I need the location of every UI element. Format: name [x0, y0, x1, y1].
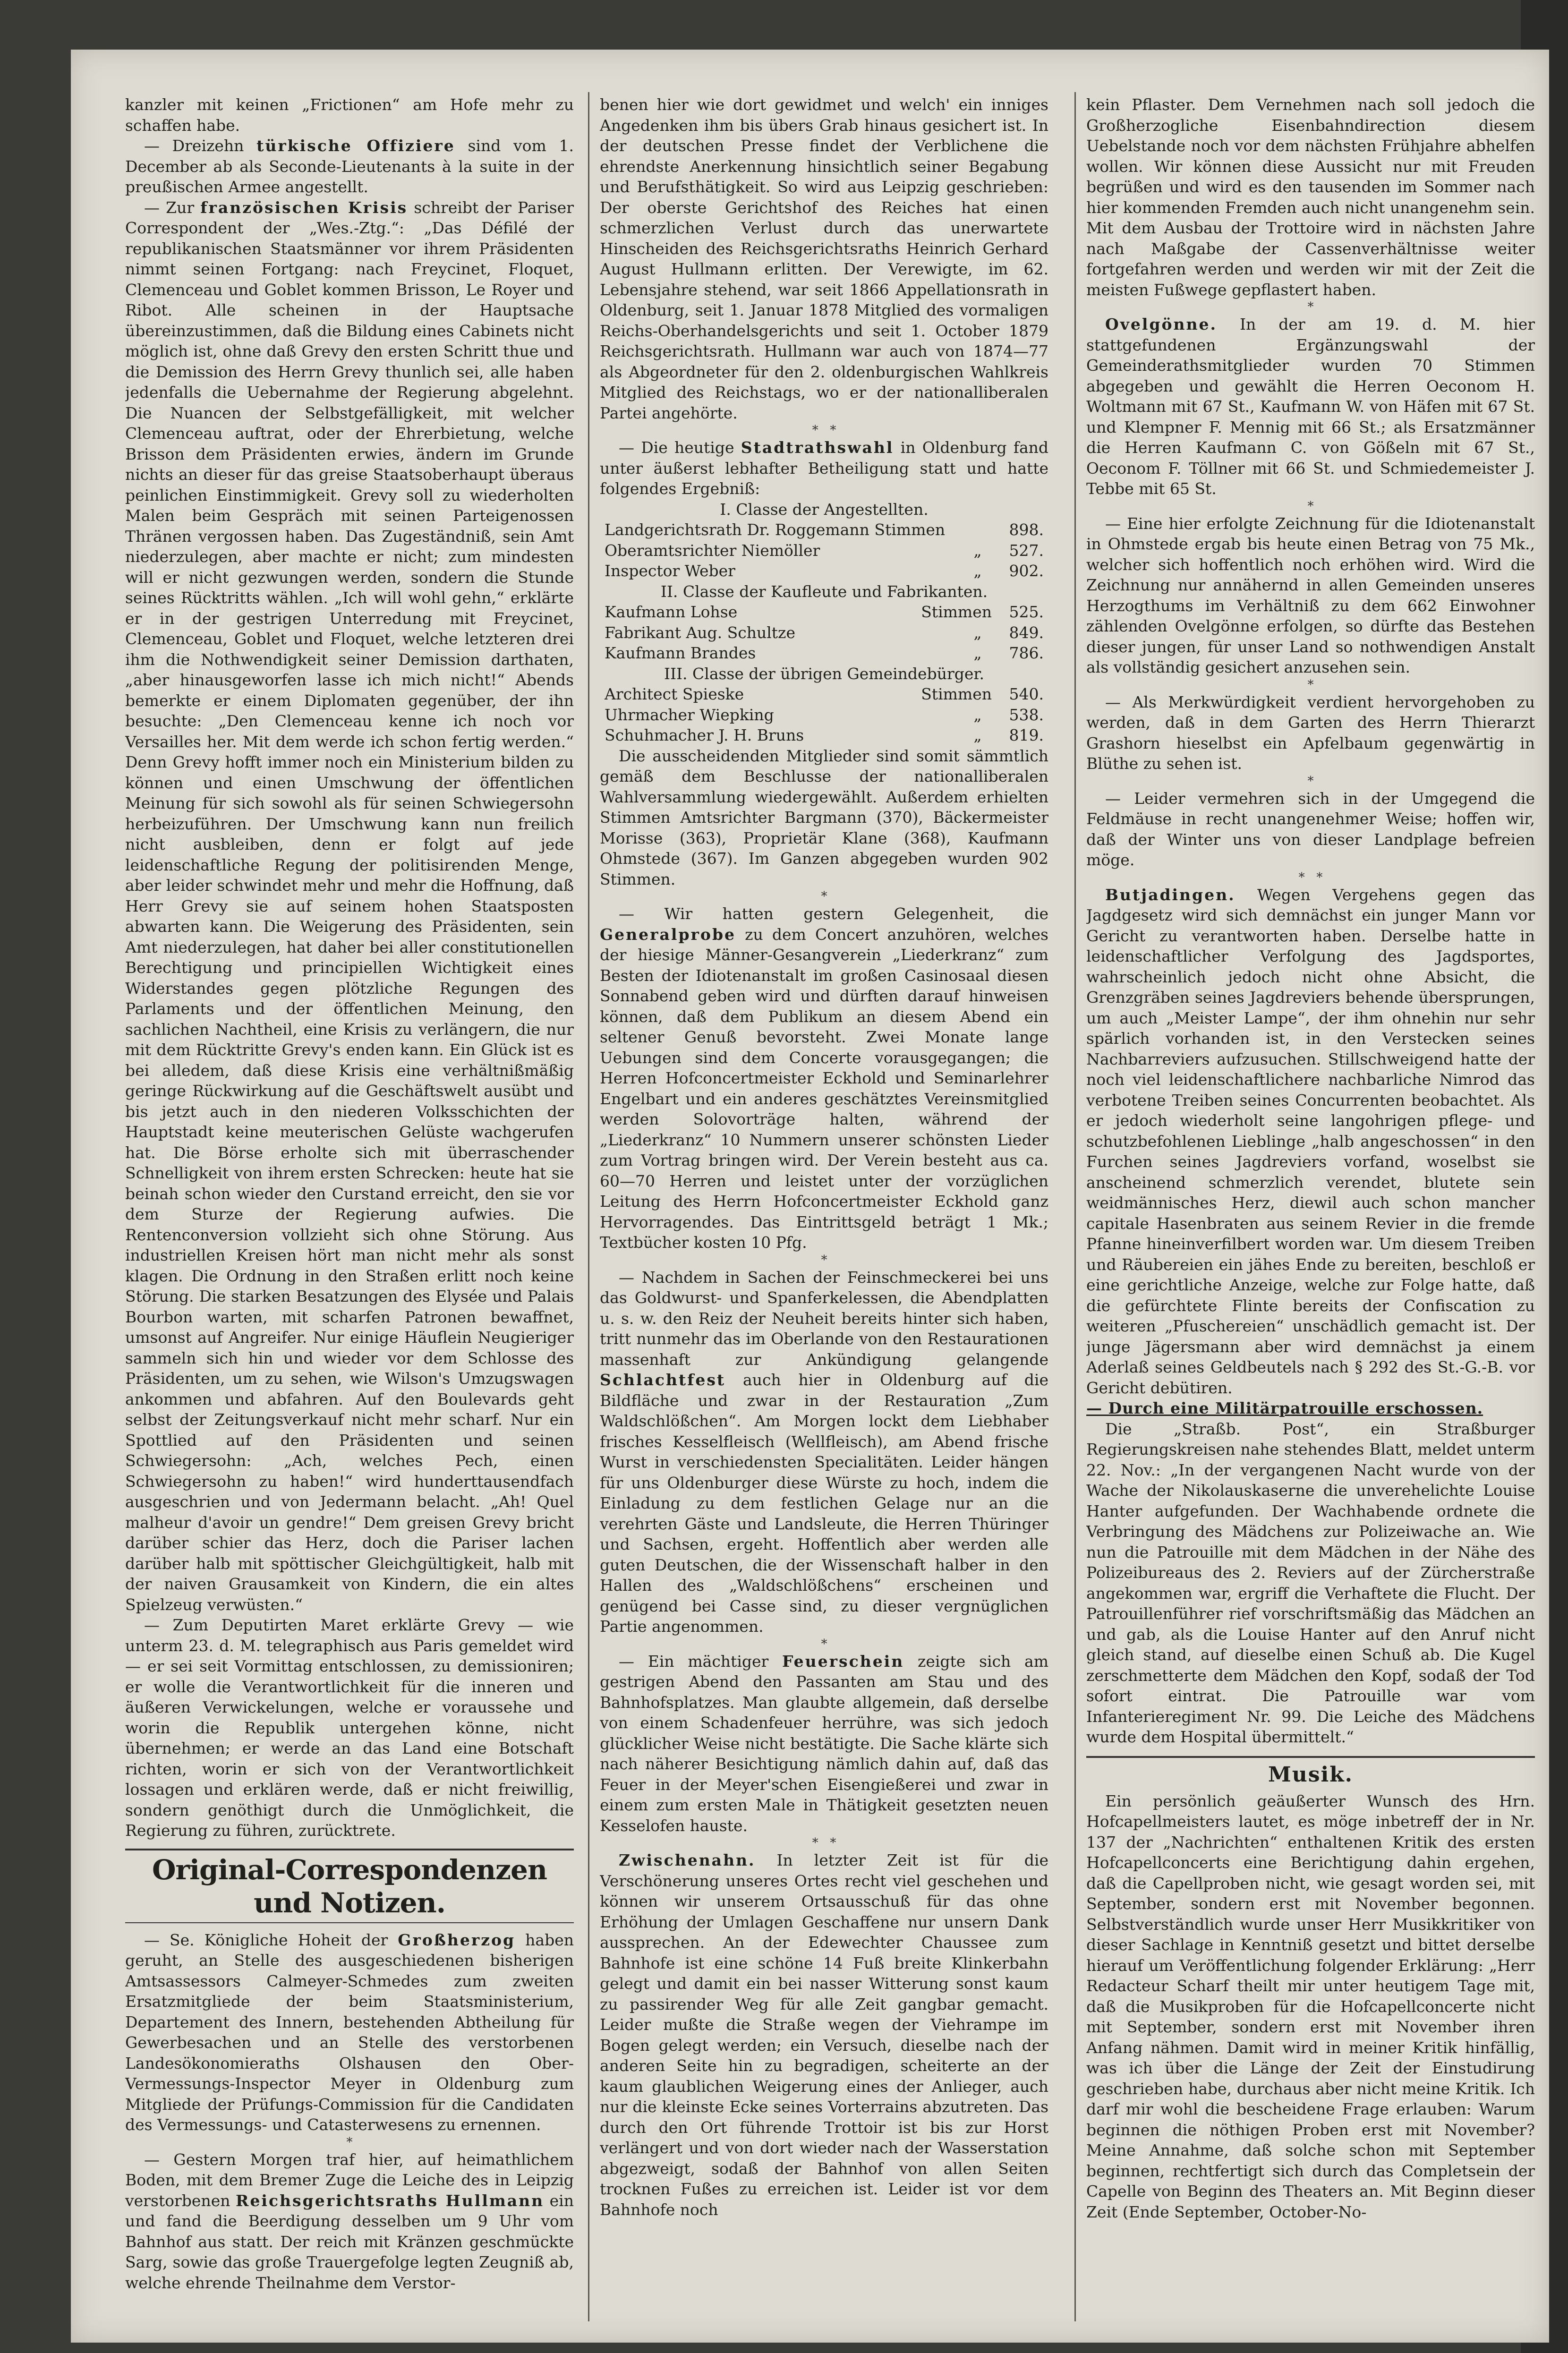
- keyword: Reichsgerichtsraths Hullmann: [236, 2191, 545, 2210]
- article-paragraph: Die „Straßb. Post“, ein Straßburger Regierungskreisen nahe stehendes Blatt, meldet unterm 22. Nov.: „In der vergangenen Nacht wurde von der Wache der Nikolauskaserne die unverehelichte Louise Hanter aufgefunden. Der Wachhabende ordnete die Verbringung des Mädchens zur Polizeiwache an. Wie nun die Patrouille mit dem Mädchen in der Nähe des Polizeibureaus des 2. Reviers auf der Zürcherstraße angekommen war, ergriff die Verhaftete die Flucht. Der Patrouillenführer rief vorschriftsmäßig das Mädchen an und gab, als die Louise Hanter auf den Anruf nicht gleich stand, auf dieselbe einen Schuß ab. Die Kugel zerschmetterte dem Mädchen den Kopf, sodaß der Tod sofort eintrat. Die Patrouille war vom Infanterieregiment Nr. 99. Die Leiche des Mädchens wurde dem Hospital übermittelt.“: [1086, 1419, 1535, 1746]
- article-paragraph: — Leider vermehren sich in der Umgegend die Feldmäuse in recht unangenehmer Weise; hoffen wir, daß der Winter uns von dieser Landplage befreien möge.: [1086, 789, 1535, 869]
- candidate: Kaufmann Brandes: [605, 644, 756, 662]
- separator-star: *: [1307, 300, 1314, 314]
- separator-star: *: [1307, 677, 1314, 692]
- article-paragraph: Die ausscheidenden Mitglieder sind somit sämmtlich gemäß dem Beschlusse der nationalliberalen Wahlversammlung wiedergewählt. Außerdem erhielten Stimmen Amtsrichter Bargmann (370), Bäckermeister Morisse (363), Proprietär Klane (368), Kaufmann Ohmstede (367). Im Ganzen abgegeben wurden 902 Stimmen.: [600, 746, 1048, 888]
- article-paragraph: — Als Merkwürdigkeit verdient hervorgehoben zu werden, daß in dem Garten des Herrn Thierarzt Grashorn hieselbst ein Apfelbaum gegenwärtig in Blüthe zu sehen ist.: [1086, 692, 1535, 773]
- text: — Se. Königliche Hoheit der: [144, 1930, 388, 1949]
- article-paragraph: [125, 2149, 574, 2293]
- column-rule: [588, 92, 589, 2321]
- text: zeigte sich am gestrigen Abend den Passanten am Stau und des Bahnhofsplatzes. Man glaubte allgemein, daß derselbe von einem Schadenfeuer herrühre, was sich jedoch glücklicher Weise nicht bestätigte. Die Sache klärte sich nach näherer Besichtigung nämlich dahin auf, daß das Feuer in der Meyer'schen Eisengießerei und zwar in einem zum ersten Male in Thätigkeit gesetzten neuen Kesselofen hauste.: [600, 1652, 1048, 1835]
- election-class-heading: III. Classe der übrigen Gemeindebürger.: [664, 664, 985, 683]
- keyword: Stadtrathswahl: [741, 438, 894, 457]
- text: — Zur: [144, 198, 195, 217]
- article-paragraph: — Eine hier erfolgte Zeichnung für die Idiotenanstalt in Ohmstede ergab bis heute einen Betrag von 75 Mk., welcher sich hoffentlich noch erhöhen wird. Wird die Zeichnung nur annähernd in allen Gemeinden unseres Herzogthums im Verhältniß zu dem 662 Einwohner zählenden Ovelgönne erfolgen, so dürfte das Bestehen dieser jungen, für unser Land so nothwendigen Anstalt als vollständig gesichert anzusehen sein.: [1086, 514, 1535, 676]
- ditto-mark: „: [973, 644, 982, 662]
- text: — Gestern Morgen traf hier, auf heimathlichem Boden, mit dem Bremer Zuge die Leiche des in Leipzig verstorbenen: [125, 2150, 574, 2210]
- separator-star: * *: [812, 1836, 836, 1850]
- section-title: Original-Correspondenzen und Notizen.: [125, 1849, 574, 1923]
- candidate: Uhrmacher Wiepking: [605, 705, 774, 724]
- text: haben geruht, an Stelle des ausgeschiedenen bisherigen Amtsassessors Calmeyer-Schmedes zum zweiten Ersatzmitgliede der beim Staatsministerium, Departement des Innern, bestehenden Abtheilung für Gewerbesachen und an Stelle des verstorbenen Landesökonomieraths Olshausen den Ober-Vermessungs-Inspector Meyer in Oldenburg zum Mitgliede der Prüfungs-Commission für die Candidaten des Vermessungs- und Catasterwesens zu ernennen.: [125, 1930, 574, 2134]
- separator-star: *: [1307, 499, 1314, 513]
- candidate: Fabrikant Aug. Schultze: [605, 623, 795, 642]
- column-1: [125, 94, 574, 2343]
- keyword: Feuerschein: [782, 1652, 904, 1671]
- ditto-mark: „: [973, 726, 982, 744]
- article-paragraph: Ein persönlich geäußerter Wunsch des Hrn. Hofcapellmeisters lautet, es möge inbetreff der in Nr. 137 der „Nachrichten“ enthaltenen Kritik des ersten Hofcapellconcerts eine Berichtigung dahin ergehen, daß die Capellproben nicht, wie gesagt worden sei, mit September, sondern erst mit November begonnen. Selbstverständlich wurde unser Herr Musikkritiker von dieser Sachlage in Kenntniß gesetzt und bittet derselbe hierauf um Veröffentlichung folgender Erklärung: „Herr Redacteur Scharf theilt mir unter heutigem Tage mit, daß die Musikproben für die Hofcapellconcerte nicht mit September, sondern erst mit November ihren Anfang nähmen. Damit wird in meiner Kritik hinfällig, was ich über die Länge der Zeit der Einstudirung geschrieben habe, durchaus aber nicht meine Kritik. Ich darf mir wohl die bescheidene Frage erlauben: Warum beginnen die nöthigen Proben erst mit November? Meine Annahme, daß solche schon mit September beginnen, rechtfertigt sich durch das Completsein der Capelle von Beginn des Theaters an. Mit Beginn dieser Zeit (Ende September, October-No-: [1086, 1791, 1535, 2221]
- keyword: Butjadingen.: [1105, 885, 1236, 904]
- section-title: Musik.: [1086, 1756, 1535, 1788]
- election-class-heading: I. Classe der Angestellten.: [720, 500, 929, 519]
- text: Wegen Vergehens gegen das Jagdgesetz wird sich demnächst ein junger Mann vor Gericht zu verantworten haben. Derselbe hatte in leidenschaftlicher Verfolgung des Jagdsportes, wahrscheinlich jedoch nicht ohne Absicht, die Grenzgräben seines Jagdreviers behende übersprungen, um auch „Meister Lampe“, der ihm ohnehin nur sehr spärlich vorhanden ist, in den Verstecken seines Nachbarreviers aufzusuchen. Stillschweigend hatte der noch viel leidenschaftlichere nachbarliche Nimrod das verbotene Treiben seines Concurrenten beobachtet. Als er jedoch wiederholt seine langohrigen pflege- und schutzbefohlenen Lieblinge „halb angeschossen“ in den Furchen seines Jagdreviers vorfand, woselbst sie anscheinend schmerzlich verendet, blutete sein weidmännisches Herz, diewil auch schon mancher capitale Hasenbraten aus seinem Revier in die fremde Pfanne hineinverfilbert worden war. Um diesem Treiben und Räubereien ein jähes Ende zu bereiten, beschloß er eine gerichtliche Anzeige, welche zur Folge hatte, daß die gefürchtete Flinte bereits der Confiscation zu weiteren „Pfuschereien“ unschädlich gemacht ist. Der junge Jägersmann aber wird demnächst ja einem Aderlaß seines Geldbeutels nach § 292 des St.-G.-B. vor Gericht debütiren.: [1086, 885, 1535, 1397]
- ditto-mark: „: [973, 562, 982, 580]
- keyword: Schlachtfest: [600, 1371, 726, 1389]
- votes: 540.: [1009, 685, 1044, 703]
- ditto-mark: „: [973, 541, 982, 560]
- votes-label: Stimmen: [921, 685, 992, 703]
- article-paragraph: [600, 437, 1048, 499]
- votes: 819.: [1009, 726, 1044, 744]
- text: — Dreizehn: [144, 136, 244, 155]
- article-paragraph: [125, 1930, 574, 2135]
- separator-star: * *: [1298, 870, 1323, 885]
- separator-star: *: [821, 1637, 827, 1651]
- separator-star: *: [821, 889, 827, 904]
- text: sind vom 1. December ab als Seconde-Lieutenants à la suite in der preußischen Armee angestellt.: [125, 136, 574, 196]
- text: — Wir hatten gestern Gelegenheit, die: [619, 904, 1048, 923]
- text: — Nachdem in Sachen der Feinschmeckerei bei uns das Goldwurst- und Spanferkelessen, die Abendplatten u. s. w. den Reiz der Neuheit bereits hinter sich haben, tritt nunmehr das im Oberlande von den Restaurationen massenhaft zur Ankündigung gelangende: [600, 1268, 1048, 1369]
- text: In letzter Zeit ist für die Verschönerung unseres Ortes recht viel geschehen und können wir unserem Ortsausschuß für das ohne Erhöhung der Umlagen Geschaffene nur unsern Dank aussprechen. An der Edewechter Chaussee zum Bahnhofe ist eine schöne 14 Fuß breite Klinkerbahn gelegt und damit ein bei nasser Witterung sonst kaum zu passirender Weg für alle Zeit gangbar gemacht. Leider mußte die Straße wegen der Viehrampe im Bogen gelegt werden; ein Versuch, dieselbe nach der anderen Seite hin zu begradigen, scheiterte an der kaum glaublichen Weigerung eines der Anlieger, auch nur die kleinste Ecke seines Vorterrains abzutreten. Das durch den Ort führende Trottoir ist bis zur Horst verlängert und von dort wieder nach der Wasserstation abgezweigt, sodaß der Bahnhof von allen Seiten trocknen Fußes zu erreichen ist. Leider ist vor dem Bahnhofe noch: [600, 1851, 1048, 2219]
- keyword: Generalprobe: [600, 925, 736, 944]
- votes: 538.: [1009, 705, 1044, 724]
- article-paragraph: — Zum Deputirten Maret erklärte Grevy — wie unterm 23. d. M. telegraphisch aus Paris gemeldet wird — er sei seit Vormittag entschlossen, zu demissioniren; er wolle die Verantwortlichkeit für die inneren und äußeren Verwickelungen, welche er voraussehe und worin die Republik untergehen könne, nicht übernehmen; er werde an das Land eine Botschaft richten, worin er sich von der Verantwortlichkeit lossagen und erklären werde, daß er nicht freiwillig, sondern genöthigt durch die Unmöglichkeit, die Regierung zu führen, zurücktrete.: [125, 1616, 574, 1840]
- election-row: [600, 561, 1048, 581]
- article-paragraph: [600, 1850, 1048, 2220]
- article-paragraph: kanzler mit keinen „Frictionen“ am Hofe mehr zu schaffen habe.: [125, 95, 574, 135]
- election-row: [600, 520, 1048, 540]
- candidate: Architect Spieske: [605, 685, 744, 703]
- election-row: [600, 684, 1048, 705]
- article-paragraph: [600, 1651, 1048, 1836]
- candidate: Kaufmann Lohse: [605, 603, 738, 621]
- keyword: Ovelgönne.: [1105, 315, 1218, 333]
- separator-star: *: [821, 1253, 827, 1267]
- column-2: [600, 94, 1048, 2343]
- ditto-mark: „: [973, 705, 982, 724]
- election-row: [600, 602, 1048, 622]
- text: zu dem Concert anzuhören, welches der hiesige Männer-Gesangverein „Liederkranz“ zum Besten der Idiotenanstalt im großen Casinosaal diesen Sonnabend geben wird und dürften darauf hinweisen können, daß dem Publikum an diesem Abend ein seltener Genuß bevorsteht. Zwei Monate lange Uebungen sind dem Concerte vorausgegangen; die Herren Hofconcertmeister Eckhold und Seminarlehrer Engelbart und ein anderes geschätztes Vereinsmitglied werden Solovorträge halten, während der „Liederkranz“ 10 Nummern unserer schönsten Lieder zum Vortrag bringen wird. Der Verein besteht aus ca. 60—70 Herren und leistet unter der vorzüglichen Leitung des Herrn Hofconcertmeister Eckhold ganz Hervorragendes. Das Eintrittsgeld beträgt 1 Mk.; Textbücher kosten 10 Pfg.: [600, 925, 1048, 1252]
- text: in Oldenburg fand unter äußerst lebhafter Betheiligung statt und hatte folgendes Ergebniß:: [600, 438, 1048, 498]
- article-heading: — Durch eine Militärpatrouille erschossen.: [1086, 1399, 1483, 1417]
- ditto-mark: „: [973, 623, 982, 642]
- election-row: [600, 725, 1048, 746]
- candidate: Inspector Weber: [605, 562, 735, 580]
- separator-star: *: [1307, 774, 1314, 788]
- newspaper-page: [71, 50, 1549, 2343]
- keyword: Zwischenahn.: [619, 1851, 756, 1869]
- article-paragraph: [125, 136, 574, 197]
- candidate: Oberamtsrichter Niemöller: [605, 541, 820, 560]
- article-paragraph: benen hier wie dort gewidmet und welch' ein inniges Angedenken ihm bis übers Grab hinaus gesichert ist. In der deutschen Presse findet der Verblichene die ehrendste Anerkennung hinsichtlich seiner Begabung und Berufsthätigkeit. So wird aus Leipzig geschrieben: Der oberste Gerichtshof des Reiches hat einen schmerzlichen Verlust durch das unerwartete Hinscheiden des Reichsgerichtsraths Heinrich Gerhard August Hullmann erlitten. Der Verewigte, im 62. Lebensjahre stehend, war seit 1866 Appellationsrath in Oldenburg, seit 1. Januar 1878 Mitglied des vormaligen Reichs-Oberhandelsgerichts und seit 1. October 1879 Reichsgerichtsrath. Hullmann war auch von 1874—77 als Abgeordneter für den 2. oldenburgischen Wahlkreis Mitglied des Reichstags, wo er der nationalliberalen Partei angehörte.: [600, 95, 1048, 422]
- column-3: [1086, 94, 1535, 2343]
- votes: 898.: [1009, 520, 1044, 539]
- article-paragraph: [1086, 885, 1535, 1398]
- column-rule: [1074, 92, 1076, 2321]
- votes: 902.: [1009, 562, 1044, 580]
- votes: 527.: [1009, 541, 1044, 560]
- article-paragraph: kein Pflaster. Dem Vernehmen nach soll jedoch die Großherzogliche Eisenbahndirection diesem Uebelstande noch vor dem nächsten Frühjahre abhelfen wollen. Wir können diese Aussicht nur mit Freuden begrüßen und wird es den tausenden im Sommer nach hier kommenden Fremden auch nicht unangenehm sein. Mit dem Ausbau der Trottoire wird in nächsten Jahre nach Maßgabe der Cassenverhältnisse weiter fortgefahren werden und werden wir mit der Zeit die meisten Fußwege gepflastert haben.: [1086, 95, 1535, 299]
- text: schreibt der Pariser Correspondent der „Wes.-Ztg.“: „Das Défilé der republikanischen Staatsmänner vor ihrem Präsidenten nimmt seinen Fortgang: nach Freycinet, Floquet, Clemenceau und Goblet kommen Brisson, Le Royer und Ribot. Alle scheinen in der Hauptsache übereinzustimmen, daß die Bildung eines Cabinets nicht möglich ist, ohne daß Grevy den ersten Schritt thue und die Demission des Herrn Grevy thunlich sei, alle haben jedenfalls die Uebernahme der Regierung abgelehnt. Die Nuancen der Selbstgefälligkeit, mit welcher Clemenceau auftrat, oder der Ehrerbietung, welche Brisson dem Präsidenten erwies, ändern im Grunde nichts an dieser für das greise Staatsoberhaupt überaus peinlichen Einstimmigkeit. Grevy soll zu wiederholten Malen beim Gespräch mit seinen Parteigenossen Thränen vergossen haben. Das Zugeständniß, sein Amt niederzulegen, aber machte er nicht; zum mindesten will er nicht gezwungen werden, sondern die Stunde seines Rücktritts wählen. „Ich will wohl gehn,“ erklärte er in der gestrigen Unterredung mit Freycinet, Clemenceau, Goblet und Floquet, welche letzteren drei ihm die Nothwendigkeit seiner Demission darthaten, „aber hinausgeworfen lasse ich mich nicht!“ Abends bemerkte er einem Diplomaten gegenüber, der ihn besuchte: „Den Clemenceau kenne ich noch vor Versailles her. Mit dem werde ich schon fertig werden.“ Denn Grevy hofft immer noch ein Ministerium bilden zu können und einen Umschwung der öffentlichen Meinung für sich sowohl als für seinen Schwiegersohn herbeizuführen. Der Umschwung kann nun freilich nicht ausbleiben, denn er folgt auf jede leidenschaftliche Regung der politisirenden Menge, aber leider schwindet mehr und mehr die Hoffnung, daß Herr Grevy sie auf seinem hohen Staatsposten abwarten kann. Die Weigerung des Präsidenten, sein Amt niederzulegen, hat daher bei aller constitutionellen Berechtigung und principiellen Wichtigkeit eines Widerstandes gegen plötzliche Regungen des Parlaments und der öffentlichen Meinung, den sachlichen Nachtheil, eine Krisis zu verlängern, die nur mit dem Rücktritte Grevy's enden kann. Ein Glück ist es bei alledem, daß diese Krisis eine verhältnißmäßig geringe Rückwirkung auf die Geschäftswelt ausübt und bis jetzt auch in den niederen Volksschichten der Hauptstadt keine meuterischen Gelüste wachgerufen hat. Die Börse erholte sich mit überraschender Schnelligkeit von ihrem ersten Schrecken: heute hat sie beinah schon wieder den Curstand erreicht, den sie vor dem Sturze der Regierung aufwies. Die Rentenconversion vollzieht sich ohne Störung. Aus industriellen Kreisen hört man nicht mehr als sonst klagen. Die Ordnung in den Straßen erlitt noch keine Störung. Die starken Besatzungen des Elysée und Palais Bourbon warten, mit scharfen Patronen bewaffnet, umsonst auf Angreifer. Nur einige Häuflein Neugieriger sammeln sich hin und wieder vor dem Schlosse des Präsidenten, um zu sehen, wie Wilson's Umzugswagen ankommen und abfahren. Auf den Boulevards geht selbst der Zeitungsverkauf nicht mehr scharf. Nur ein Spottlied auf den Präsidenten und seinen Schwiegersohn: „Ach, welches Pech, einen Schwiegersohn zu haben!“ wird hunderttausendfach ausgeschrien und von Jedermann belacht. „Ah! Quel malheur d'avoir un gendre!“ Dem greisen Grevy bricht darüber schier das Herz, doch die Pariser lachen darüber halb mit spöttischer Gleichgültigkeit, halb mit der naiven Grausamkeit von Kindern, die ein altes Spielzeug verwüsten.“: [125, 198, 574, 1614]
- keyword: französischen Krisis: [200, 198, 408, 217]
- election-class-heading: II. Classe der Kaufleute und Fabrikanten.: [660, 582, 988, 601]
- text: — Die heutige: [619, 438, 734, 457]
- keyword: Großherzog: [398, 1930, 516, 1949]
- text: ein und fand die Beerdigung desselben um 9 Uhr vom Bahnhof aus statt. Der reich mit Kränzen geschmückte Sarg, sowie das große Trauergefolge legten Zeugniß ab, welche ehrende Theilnahme dem Verstor-: [125, 2191, 574, 2292]
- article-paragraph: [600, 1267, 1048, 1637]
- votes: 525.: [1009, 603, 1044, 621]
- article-paragraph: [1086, 314, 1535, 499]
- text: — Ein mächtiger: [619, 1652, 769, 1671]
- candidate: Schuhmacher J. H. Bruns: [605, 726, 804, 744]
- separator-star: * *: [812, 423, 836, 437]
- text: In der am 19. d. M. hier stattgefundenen Ergänzungswahl der Gemeinderathsmitglieder wurden 70 Stimmen abgegeben und gewählt die Herren Oeconom H. Woltmann mit 67 St., Kaufmann W. von Häfen mit 67 St. und Klempner F. Mennig mit 66 St.; als Ersatzmänner die Herren Kaufmann C. von Gößeln mit 67 St., Oeconom F. Töllner mit 66 St. und Schmiedemeister J. Tebbe mit 65 St.: [1086, 315, 1535, 498]
- votes-label: Stimmen: [921, 603, 992, 621]
- text: auch hier in Oldenburg auf die Bildfläche und zwar in der Restauration „Zum Waldschlößchen“. Am Morgen lockt dem Liebhaber frisches Kesselfleisch (Wellfleisch), am Abend frische Wurst in verschiedensten Specialitäten. Leider hängen für uns Oldenburger diese Würste zu hoch, indem die Einladung zu dem festlichen Gelage nur an die verehrten Gäste und Landsleute, die Herren Thüringer und Sachsen, ergeht. Hoffentlich aber werden alle guten Deutschen, die der Wissenschaft halber in den Hallen des „Waldschlößchens“ erscheinen und genügend bei Casse sind, zu dieser vergnüglichen Partie angenommen.: [600, 1371, 1048, 1636]
- keyword: türkische Offiziere: [256, 136, 455, 155]
- votes: 786.: [1009, 644, 1044, 662]
- election-row: [600, 705, 1048, 725]
- votes: 849.: [1009, 623, 1044, 642]
- article-paragraph: [125, 197, 574, 1615]
- candidate: Landgerichtsrath Dr. Roggemann Stimmen: [605, 520, 946, 539]
- election-row: [600, 540, 1048, 561]
- separator-star: *: [346, 2135, 353, 2149]
- article-paragraph: [600, 904, 1048, 1253]
- election-row: [600, 643, 1048, 664]
- election-row: [600, 622, 1048, 643]
